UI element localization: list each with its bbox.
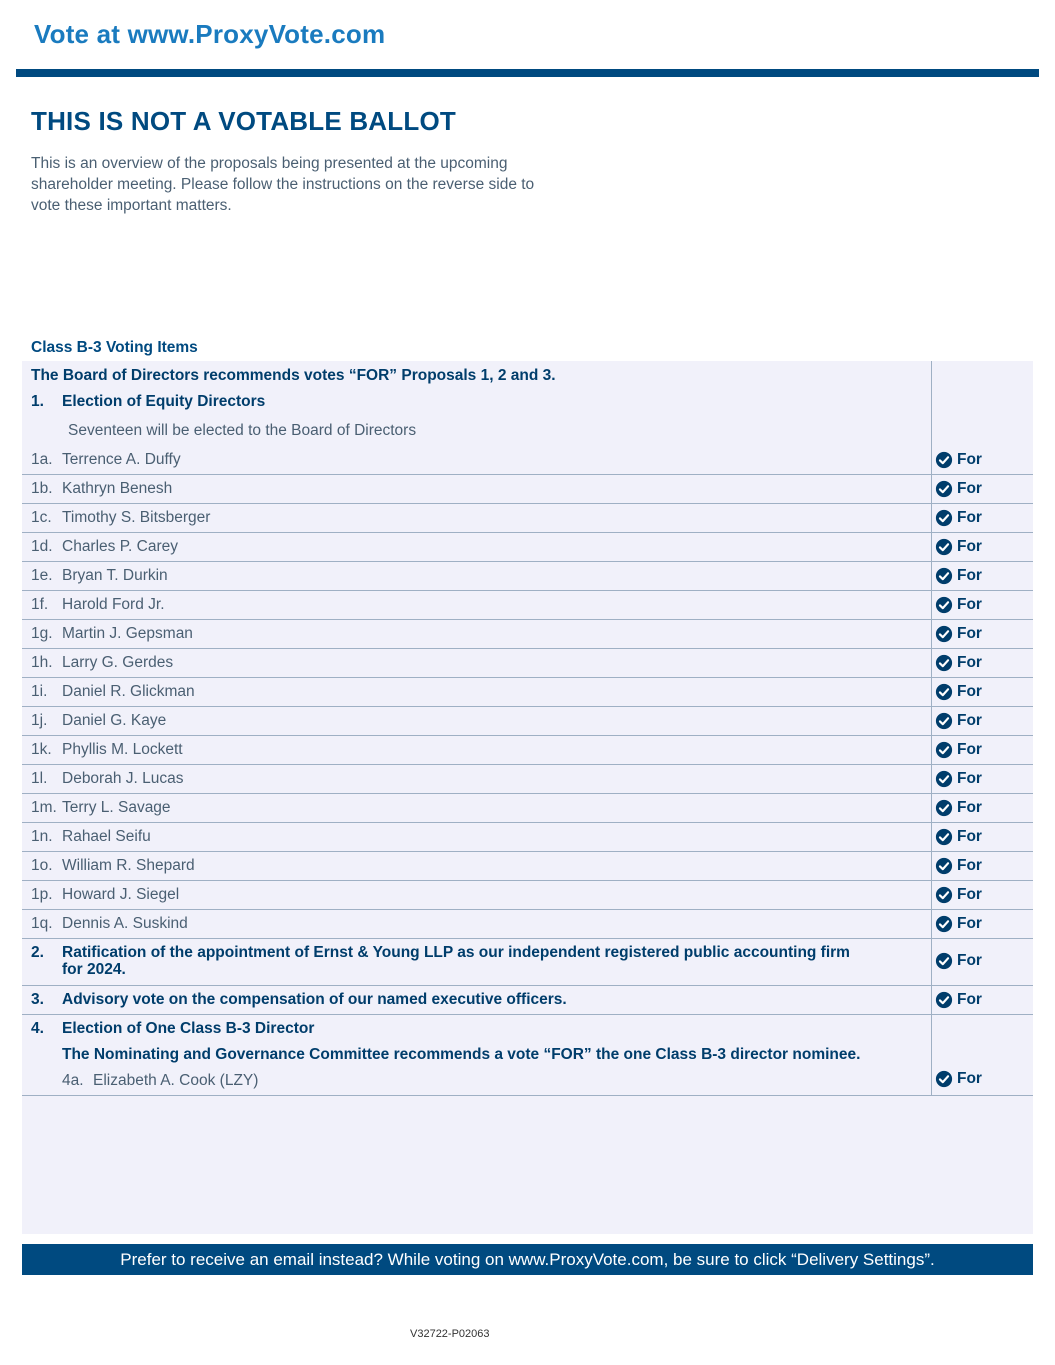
- director-row: [22, 765, 1033, 794]
- check-circle-icon: [935, 741, 953, 759]
- proposal-4-number: 4.: [31, 1020, 44, 1037]
- proposal-2-line1: Ratification of the appointment of Ernst & Young LLP as our independent registered public accounting firm: [62, 944, 850, 961]
- proposal-4-recommendation: The Nominating and Governance Committee recommends a vote “FOR” the one Class B-3 director nominee.: [62, 1046, 861, 1063]
- check-circle-icon: [935, 480, 953, 498]
- director-number: 1k.: [31, 741, 52, 758]
- director-vote: [935, 683, 982, 701]
- director-number: 1l.: [31, 770, 48, 787]
- director-row: [22, 823, 1033, 852]
- director-row: [22, 446, 1033, 475]
- director-number: 1a.: [31, 451, 53, 468]
- director-vote-label: For: [957, 538, 982, 555]
- director-row: [22, 591, 1033, 620]
- director-vote-label: For: [957, 799, 982, 816]
- director-vote-label: For: [957, 683, 982, 700]
- check-circle-icon: [935, 683, 953, 701]
- director-row: [22, 562, 1033, 591]
- director-vote: [935, 480, 982, 498]
- director-row: [22, 736, 1033, 765]
- director-row: [22, 620, 1033, 649]
- director-row: [22, 707, 1033, 736]
- director-number: 1n.: [31, 828, 53, 845]
- check-circle-icon: [935, 596, 953, 614]
- site-header: Vote at www.ProxyVote.com: [34, 19, 386, 49]
- director-vote: [935, 799, 982, 817]
- director-vote-label: For: [957, 741, 982, 758]
- nominee-name: Elizabeth A. Cook (LZY): [93, 1072, 259, 1089]
- director-vote-label: For: [957, 480, 982, 497]
- director-vote: [935, 770, 982, 788]
- proposal-1-number: 1.: [31, 393, 44, 410]
- proposal-2-vote: [935, 952, 982, 970]
- proposal-2-vote-label: For: [957, 952, 982, 969]
- nominee-number: 4a.: [62, 1072, 84, 1089]
- check-circle-icon: [935, 712, 953, 730]
- director-vote-label: For: [957, 886, 982, 903]
- director-row: [22, 475, 1033, 504]
- proposal-4-vote: [935, 1070, 982, 1088]
- proposal-2-number: 2.: [31, 944, 44, 961]
- director-name: Terry L. Savage: [62, 799, 171, 816]
- director-vote: [935, 538, 982, 556]
- check-circle-icon: [935, 886, 953, 904]
- voting-items-panel: [22, 361, 1033, 1234]
- proposal-4-title: Election of One Class B-3 Director: [62, 1020, 315, 1037]
- proposal-3-row: [22, 986, 1033, 1015]
- director-vote-label: For: [957, 770, 982, 787]
- director-row: [22, 649, 1033, 678]
- director-number: 1m.: [31, 799, 57, 816]
- proposal-4-vote-label: For: [957, 1070, 982, 1087]
- director-name: Bryan T. Durkin: [62, 567, 168, 584]
- director-vote: [935, 886, 982, 904]
- director-name: Deborah J. Lucas: [62, 770, 184, 787]
- check-circle-icon: [935, 509, 953, 527]
- header-rule: [16, 69, 1039, 77]
- proposal-4-row: [22, 1015, 1033, 1096]
- check-circle-icon: [935, 654, 953, 672]
- proposal-3-title: Advisory vote on the compensation of our named executive officers.: [62, 991, 567, 1008]
- director-vote-label: For: [957, 828, 982, 845]
- director-number: 1d.: [31, 538, 53, 555]
- director-vote: [935, 654, 982, 672]
- director-vote: [935, 828, 982, 846]
- director-vote: [935, 567, 982, 585]
- director-number: 1h.: [31, 654, 53, 671]
- check-circle-icon: [935, 799, 953, 817]
- director-number: 1i.: [31, 683, 48, 700]
- director-vote: [935, 857, 982, 875]
- intro-text: This is an overview of the proposals being presented at the upcoming shareholder meeting. Please follow the instructions on the reverse side to vote these important matters.: [31, 155, 535, 214]
- director-name: Kathryn Benesh: [62, 480, 173, 497]
- director-row: [22, 678, 1033, 707]
- check-circle-icon: [935, 828, 953, 846]
- director-name: Dennis A. Suskind: [62, 915, 188, 932]
- director-name: Terrence A. Duffy: [62, 451, 181, 468]
- check-circle-icon: [935, 857, 953, 875]
- director-number: 1b.: [31, 480, 53, 497]
- director-name: Daniel R. Glickman: [62, 683, 195, 700]
- proposal-2-row: [22, 938, 1033, 986]
- board-recommendation: The Board of Directors recommends votes “FOR” Proposals 1, 2 and 3.: [31, 367, 556, 384]
- director-name: Timothy S. Bitsberger: [62, 509, 211, 526]
- director-vote-label: For: [957, 451, 982, 468]
- director-name: Martin J. Gepsman: [62, 625, 193, 642]
- director-vote-label: For: [957, 712, 982, 729]
- director-number: 1q.: [31, 915, 53, 932]
- director-name: Harold Ford Jr.: [62, 596, 165, 613]
- proposal-3-vote: [935, 991, 982, 1009]
- check-circle-icon: [935, 1070, 953, 1088]
- check-circle-icon: [935, 915, 953, 933]
- director-vote-label: For: [957, 915, 982, 932]
- director-vote-label: For: [957, 596, 982, 613]
- director-row: [22, 852, 1033, 881]
- director-name: Phyllis M. Lockett: [62, 741, 183, 758]
- director-number: 1p.: [31, 886, 53, 903]
- director-number: 1f.: [31, 596, 49, 613]
- director-row: [22, 910, 1033, 939]
- check-circle-icon: [935, 538, 953, 556]
- director-number: 1j.: [31, 712, 48, 729]
- director-vote: [935, 451, 982, 469]
- director-name: Larry G. Gerdes: [62, 654, 174, 671]
- check-circle-icon: [935, 952, 953, 970]
- document-code: V32722-P02063: [410, 1328, 490, 1340]
- director-vote-label: For: [957, 654, 982, 671]
- delivery-settings-notice: Prefer to receive an email instead? While voting on www.ProxyVote.com, be sure to click “Delivery Settings”.: [22, 1244, 1033, 1275]
- director-vote-label: For: [957, 509, 982, 526]
- director-row: [22, 794, 1033, 823]
- proposal-2-line2: for 2024.: [62, 961, 126, 978]
- check-circle-icon: [935, 770, 953, 788]
- director-name: Rahael Seifu: [62, 828, 151, 845]
- check-circle-icon: [935, 451, 953, 469]
- director-name: Charles P. Carey: [62, 538, 179, 555]
- director-vote: [935, 509, 982, 527]
- check-circle-icon: [935, 567, 953, 585]
- proposal-3-vote-label: For: [957, 991, 982, 1008]
- section-label: Class B-3 Voting Items: [31, 339, 198, 356]
- director-number: 1o.: [31, 857, 53, 874]
- director-number: 1c.: [31, 509, 52, 526]
- director-vote: [935, 712, 982, 730]
- director-number: 1g.: [31, 625, 53, 642]
- director-name: Howard J. Siegel: [62, 886, 180, 903]
- director-vote: [935, 596, 982, 614]
- proposal-3-number: 3.: [31, 991, 44, 1008]
- check-circle-icon: [935, 625, 953, 643]
- director-vote-label: For: [957, 625, 982, 642]
- director-number: 1e.: [31, 567, 53, 584]
- director-vote: [935, 741, 982, 759]
- director-vote: [935, 625, 982, 643]
- director-row: [22, 881, 1033, 910]
- director-row: [22, 533, 1033, 562]
- proposal-1-note: Seventeen will be elected to the Board of Directors: [68, 422, 417, 439]
- director-name: Daniel G. Kaye: [62, 712, 167, 729]
- proposal-1-title: Election of Equity Directors: [62, 393, 266, 410]
- ballot-title: THIS IS NOT A VOTABLE BALLOT: [31, 106, 456, 136]
- director-vote-label: For: [957, 857, 982, 874]
- director-row: [22, 504, 1033, 533]
- director-vote: [935, 915, 982, 933]
- check-circle-icon: [935, 991, 953, 1009]
- director-vote-label: For: [957, 567, 982, 584]
- director-name: William R. Shepard: [62, 857, 195, 874]
